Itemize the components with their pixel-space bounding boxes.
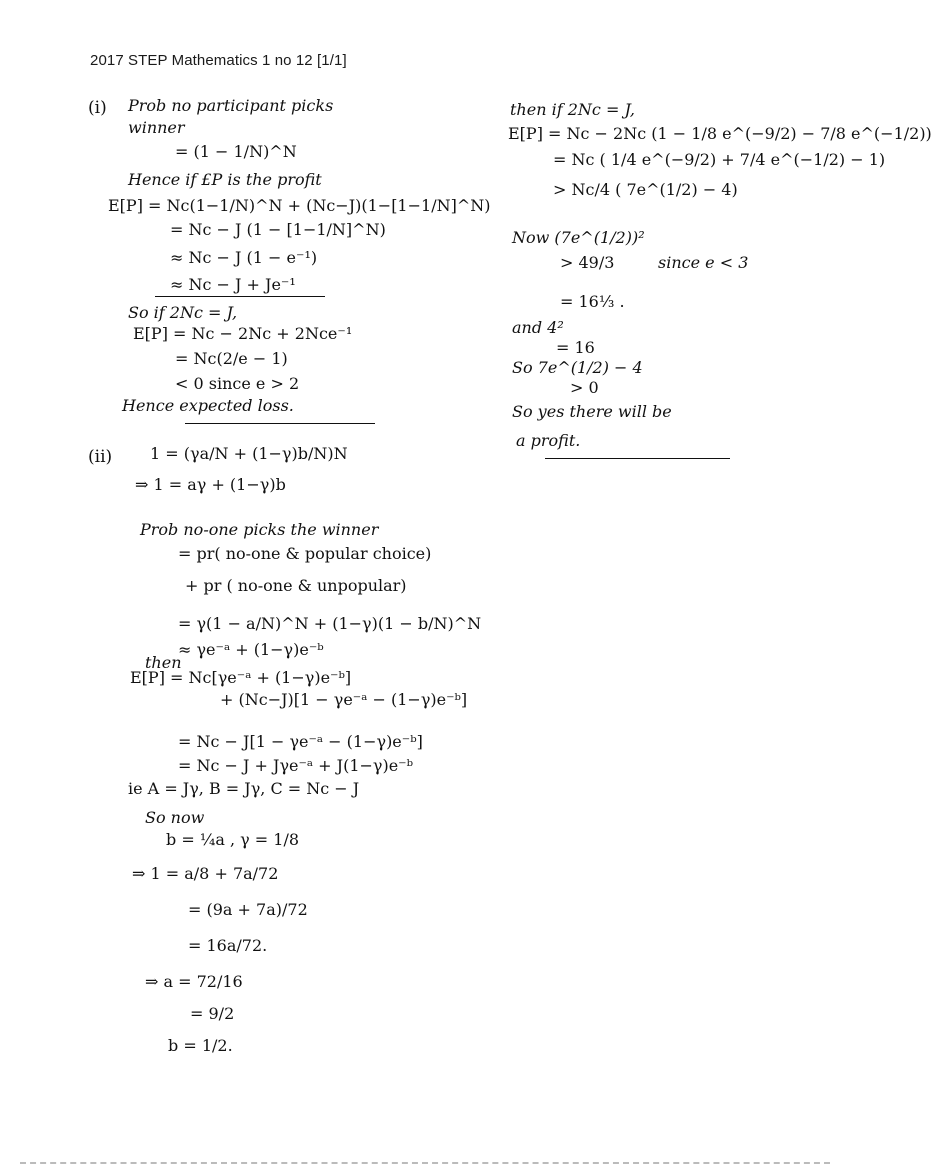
solution-line: ≈ Nc − J + Je⁻¹ (170, 275, 296, 294)
part-i-label: (i) (88, 98, 107, 118)
solution-line: = Nc(2/e − 1) (175, 349, 288, 368)
solution-line: then (145, 653, 182, 672)
solution-line: = 16 (556, 338, 595, 357)
solution-line: > 49/3 (560, 253, 615, 272)
solution-line: Prob no participant picks (128, 96, 334, 115)
solution-line: Hence expected loss. (122, 396, 294, 415)
solution-line: = 16a/72. (188, 936, 268, 955)
solution-line: and 4² (512, 318, 564, 337)
solution-line: = Nc ( 1/4 e^(−9/2) + 7/4 e^(−1/2) − 1) (553, 150, 886, 169)
underline (155, 296, 325, 297)
solution-line: since e < 3 (658, 253, 749, 272)
solution-line: = 9/2 (190, 1004, 235, 1023)
solution-line: = (9a + 7a)/72 (188, 900, 308, 919)
solution-line: < 0 since e > 2 (175, 374, 300, 393)
solution-line: > 0 (570, 378, 599, 397)
solution-line: E[P] = Nc − 2Nc + 2Nce⁻¹ (133, 324, 353, 343)
solution-line: So yes there will be (512, 402, 672, 421)
solution-line: Now (7e^(1/2))² (512, 228, 645, 247)
solution-line: winner (128, 118, 185, 137)
solution-line: E[P] = Nc[γe⁻ᵃ + (1−γ)e⁻ᵇ] (130, 668, 352, 687)
solution-line: ie A = Jγ, B = Jγ, C = Nc − J (128, 779, 360, 798)
solution-line: a profit. (516, 431, 581, 450)
solution-line: = Nc − J[1 − γe⁻ᵃ − (1−γ)e⁻ᵇ] (178, 732, 423, 751)
solution-line: ⇒ 1 = aγ + (1−γ)b (135, 475, 286, 494)
solution-line: Hence if £P is the profit (128, 170, 322, 189)
solution-line: = γ(1 − a/N)^N + (1−γ)(1 − b/N)^N (178, 614, 482, 633)
part-ii-label: (ii) (88, 447, 113, 467)
solution-line: E[P] = Nc − 2Nc (1 − 1/8 e^(−9/2) − 7/8 e^(−1/2)) (508, 124, 932, 143)
solution-line: = 16⅓ . (560, 292, 625, 311)
solution-line: b = ¼a , γ = 1/8 (166, 830, 300, 849)
solution-line: ⇒ 1 = a/8 + 7a/72 (132, 864, 279, 883)
page-title: 2017 STEP Mathematics 1 no 12 [1/1] (90, 52, 347, 69)
solution-line: ≈ γe⁻ᵃ + (1−γ)e⁻ᵇ (178, 640, 324, 659)
solution-line: ≈ Nc − J (1 − e⁻¹) (170, 248, 318, 267)
underline (545, 458, 730, 459)
scan-edge (20, 1162, 830, 1164)
solution-line: b = 1/2. (168, 1036, 233, 1055)
solution-line: E[P] = Nc(1−1/N)^N + (Nc−J)(1−[1−1/N]^N) (108, 196, 491, 215)
solution-line: So 7e^(1/2) − 4 (512, 358, 643, 377)
solution-line: = Nc − J (1 − [1−1/N]^N) (170, 220, 386, 239)
solution-line: = pr( no-one & popular choice) (178, 544, 432, 563)
solution-line: + pr ( no-one & unpopular) (185, 576, 407, 595)
solution-line: + (Nc−J)[1 − γe⁻ᵃ − (1−γ)e⁻ᵇ] (220, 690, 468, 709)
underline (185, 423, 375, 424)
solution-line: = Nc − J + Jγe⁻ᵃ + J(1−γ)e⁻ᵇ (178, 756, 414, 775)
solution-line: 1 = (γa/N + (1−γ)b/N)N (150, 444, 348, 463)
solution-line: So now (145, 808, 205, 827)
solution-line: then if 2Nc = J, (510, 100, 635, 119)
solution-line: = (1 − 1/N)^N (175, 142, 297, 161)
solution-line: So if 2Nc = J, (128, 303, 238, 322)
solution-line: ⇒ a = 72/16 (145, 972, 243, 991)
solution-line: Prob no-one picks the winner (140, 520, 379, 539)
solution-line: > Nc/4 ( 7e^(1/2) − 4) (553, 180, 738, 199)
